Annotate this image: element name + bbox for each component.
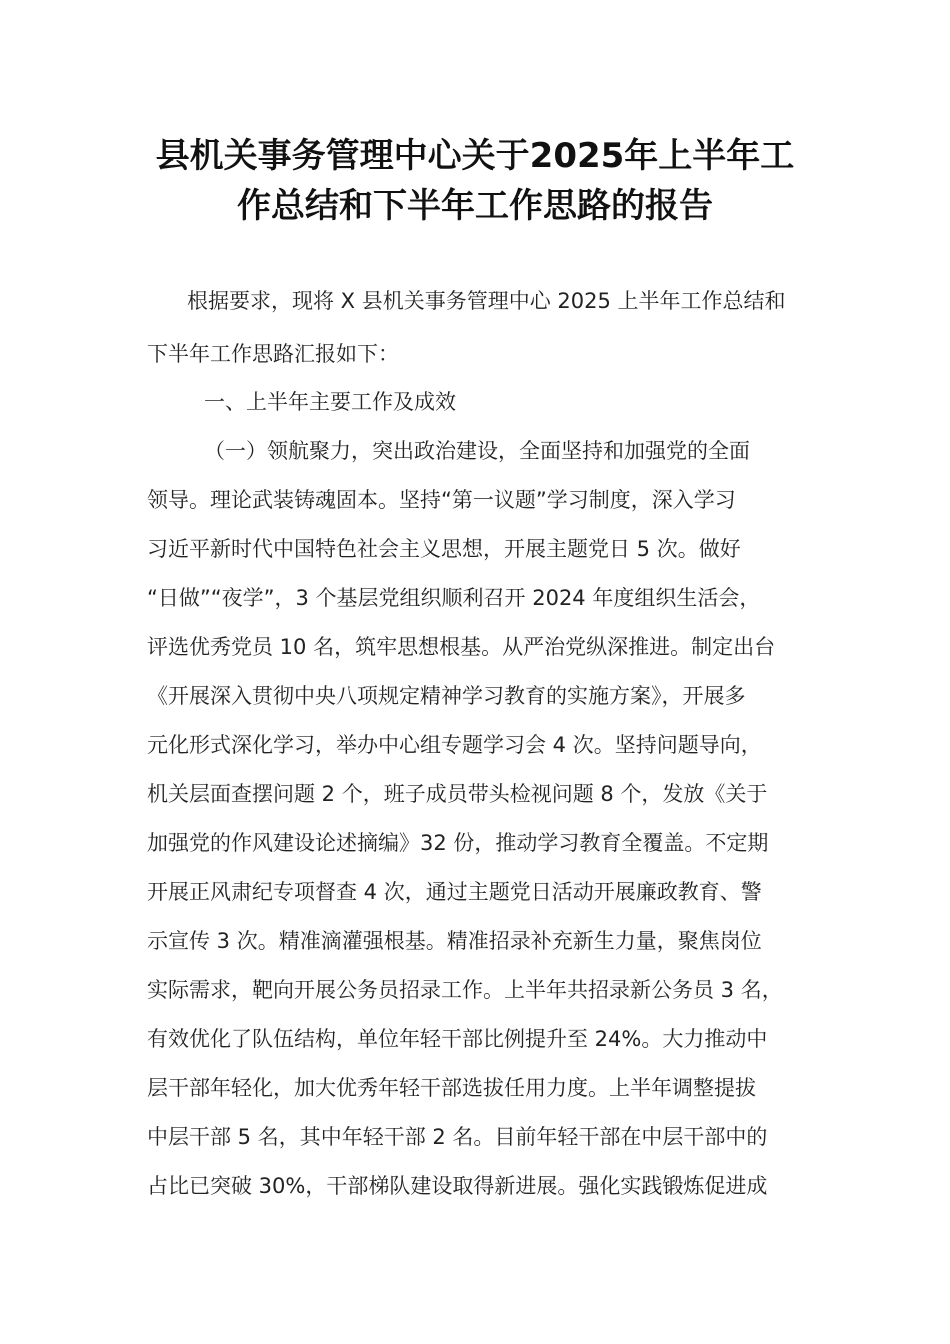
paragraph-line: 开展正风肃纪专项督查 4 次，通过主题党日活动开展廉政教育、警 bbox=[147, 880, 762, 904]
paragraph-line: 中层干部 5 名，其中年轻干部 2 名。目前年轻干部在中层干部中的 bbox=[147, 1125, 768, 1149]
paragraph-line: 示宣传 3 次。精准滴灌强根基。精准招录补充新生力量，聚焦岗位 bbox=[147, 929, 762, 953]
paragraph-line: 习近平新时代中国特色社会主义思想，开展主题党日 5 次。做好 bbox=[147, 537, 741, 561]
paragraph-line: 评选优秀党员 10 名，筑牢思想根基。从严治党纵深推进。制定出台 bbox=[147, 635, 776, 659]
paragraph-line: 机关层面查摆问题 2 个，班子成员带头检视问题 8 个，发放《关于 bbox=[147, 782, 768, 806]
subsection-heading: （一）领航聚力，突出政治建设，全面坚持和加强党的全面 bbox=[204, 439, 750, 463]
paragraph-line: 下半年工作思路汇报如下： bbox=[147, 342, 399, 366]
section-heading: 一、上半年主要工作及成效 bbox=[204, 390, 456, 414]
paragraph-line: 加强党的作风建设论述摘编》32 份，推动学习教育全覆盖。不定期 bbox=[147, 831, 769, 855]
paragraph-line: 有效优化了队伍结构，单位年轻干部比例提升至 24%。大力推动中 bbox=[147, 1027, 768, 1051]
paragraph-line: 《开展深入贯彻中央八项规定精神学习教育的实施方案》，开展多 bbox=[147, 684, 746, 708]
paragraph-line: 实际需求，靶向开展公务员招录工作。上半年共招录新公务员 3 名， bbox=[147, 978, 783, 1002]
paragraph-line: 层干部年轻化，加大优秀年轻干部选拔任用力度。上半年调整提拔 bbox=[147, 1076, 756, 1100]
paragraph-line: “日做”“夜学”，3 个基层党组织顺利召开 2024 年度组织生活会， bbox=[147, 586, 761, 610]
paragraph-line: 占比已突破 30%，干部梯队建设取得新进展。强化实践锻炼促进成 bbox=[147, 1174, 768, 1198]
paragraph-line: 根据要求，现将 X 县机关事务管理中心 2025 上半年工作总结和 bbox=[187, 289, 786, 313]
document-title-line-2: 作总结和下半年工作思路的报告 bbox=[237, 186, 713, 226]
document-title-line-1: 县机关事务管理中心关于2025年上半年工 bbox=[155, 136, 795, 176]
paragraph-line: 元化形式深化学习，举办中心组专题学习会 4 次。坚持问题导向， bbox=[147, 733, 762, 757]
paragraph-line: 领导。理论武装铸魂固本。坚持“第一议题”学习制度，深入学习 bbox=[147, 488, 736, 512]
